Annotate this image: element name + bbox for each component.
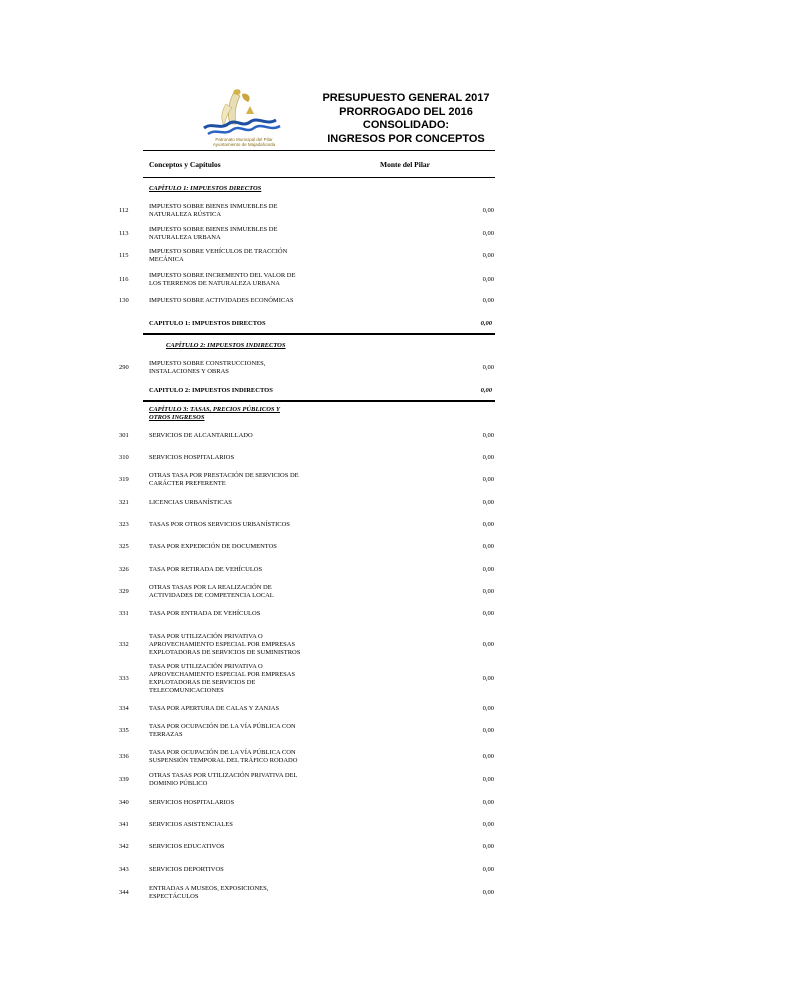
- description-line: CARÁCTER PREFERENTE: [149, 480, 226, 487]
- description-line: IMPUESTO SOBRE BIENES INMUEBLES DE: [149, 226, 278, 233]
- row-value: 0,00: [482, 705, 494, 712]
- description-line: LOS TERRENOS DE NATURALEZA URBANA: [149, 280, 280, 287]
- description-line: TASA POR ENTRADA DE VEHÍCULOS: [149, 610, 261, 617]
- row-value: 0,00: [482, 230, 494, 237]
- row-code: 115: [119, 252, 129, 259]
- description-line: MECÁNICA: [149, 256, 184, 263]
- description-line: ENTRADAS A MUSEOS, EXPOSICIONES,: [149, 885, 269, 892]
- column-header-concepts: Conceptos y Capítulos: [149, 160, 221, 169]
- row-value: 0,00: [482, 252, 494, 259]
- description-line: SUSPENSIÓN TEMPORAL DEL TRÁFICO RODADO: [149, 757, 298, 764]
- row-value: 0,00: [482, 641, 494, 648]
- row-code: 333: [119, 675, 129, 682]
- row-value: 0,00: [482, 521, 494, 528]
- description-line: SERVICIOS DE ALCANTARILLADO: [149, 432, 253, 439]
- row-value: 0,00: [482, 499, 494, 506]
- description-line: SERVICIOS ASISTENCIALES: [149, 821, 233, 828]
- row-value: 0,00: [482, 476, 494, 483]
- row-description: [149, 272, 324, 288]
- description-line: SERVICIOS HOSPITALARIOS: [149, 454, 235, 461]
- row-description: [149, 633, 324, 657]
- row-description: [149, 663, 324, 695]
- chapter-heading-line: CAPÍTULO 2: IMPUESTOS INDIRECTOS: [166, 342, 286, 349]
- description-line: TASA POR APERTURA DE CALAS Y ZANJAS: [149, 705, 280, 712]
- chapter-heading: [166, 342, 286, 350]
- row-description: [149, 543, 324, 551]
- row-description: [149, 297, 324, 305]
- logo-caption: [186, 137, 302, 147]
- row-code: 344: [119, 889, 129, 896]
- row-code: 326: [119, 566, 129, 573]
- description-line: APROVECHAMIENTO ESPECIAL POR EMPRESAS: [149, 641, 296, 648]
- chapter-total-rule: [143, 400, 495, 402]
- row-description: [149, 499, 324, 507]
- row-code: 331: [119, 610, 129, 617]
- row-code: 335: [119, 727, 129, 734]
- row-code: 329: [119, 588, 129, 595]
- row-description: [149, 584, 324, 600]
- row-value: 0,00: [482, 276, 494, 283]
- chapter-total-rule: [143, 333, 495, 335]
- row-code: 116: [119, 276, 129, 283]
- row-description: [149, 248, 324, 264]
- description-line: ACTIVIDADES DE COMPETENCIA LOCAL: [149, 592, 274, 599]
- title-line: PRESUPUESTO GENERAL 2017: [322, 92, 490, 104]
- row-value: 0,00: [482, 207, 494, 214]
- description-line: IMPUESTO SOBRE INCREMENTO DEL VALOR DE: [149, 272, 296, 279]
- row-value: 0,00: [482, 543, 494, 550]
- description-line: NATURALEZA RÚSTICA: [149, 211, 222, 218]
- row-code: 321: [119, 499, 129, 506]
- row-code: 339: [119, 776, 129, 783]
- description-line: ESPECTÁCULOS: [149, 893, 199, 900]
- row-value: 0,00: [482, 675, 494, 682]
- description-line: TASA POR OCUPACIÓN DE LA VÍA PÚBLICA CON: [149, 749, 296, 756]
- chapter-total-value: 0,00: [480, 320, 492, 327]
- row-code: 342: [119, 843, 129, 850]
- row-code: 334: [119, 705, 129, 712]
- row-code: 301: [119, 432, 129, 439]
- row-code: 319: [119, 476, 129, 483]
- row-value: 0,00: [482, 889, 494, 896]
- description-line: EXPLOTADORAS DE SERVICIOS DE SUMINISTROS: [149, 649, 301, 656]
- row-description: [149, 521, 324, 529]
- description-line: IMPUESTO SOBRE BIENES INMUEBLES DE: [149, 203, 278, 210]
- title-line: PRORROGADO DEL 2016: [339, 105, 473, 118]
- description-line: TASA POR UTILIZACIÓN PRIVATIVA O: [149, 633, 263, 640]
- description-line: DOMINIO PÚBLICO: [149, 780, 208, 787]
- description-line: SERVICIOS EDUCATIVOS: [149, 843, 225, 850]
- row-description: [149, 432, 324, 440]
- description-line: APROVECHAMIENTO ESPECIAL POR EMPRESAS: [149, 671, 296, 678]
- row-description: [149, 772, 324, 788]
- row-code: 112: [119, 207, 129, 214]
- row-description: [149, 454, 324, 462]
- description-line: TASA POR RETIRADA DE VEHÍCULOS: [149, 566, 263, 573]
- chapter-heading-line: CAPÍTULO 1: IMPUESTOS DIRECTOS: [149, 185, 262, 192]
- row-value: 0,00: [482, 821, 494, 828]
- header-rule-top: [143, 150, 495, 151]
- row-description: [149, 610, 324, 618]
- description-line: TASA POR EXPEDICIÓN DE DOCUMENTOS: [149, 543, 277, 550]
- logo-caption-line: Ayuntamiento de Majadahonda: [212, 142, 276, 147]
- description-line: IMPUESTO SOBRE CONSTRUCCIONES,: [149, 360, 266, 367]
- row-description: [149, 821, 324, 829]
- description-line: TASA POR UTILIZACIÓN PRIVATIVA O: [149, 663, 263, 670]
- title-line: CONSOLIDADO:: [362, 119, 450, 131]
- row-description: [149, 866, 324, 874]
- chapter-total-value: 0,00: [480, 387, 492, 394]
- description-line: TASA POR OCUPACIÓN DE LA VÍA PÚBLICA CON: [149, 723, 296, 730]
- row-description: [149, 566, 324, 574]
- row-value: 0,00: [482, 753, 494, 760]
- row-description: [149, 705, 324, 713]
- row-value: 0,00: [482, 843, 494, 850]
- description-line: TASAS POR OTROS SERVICIOS URBANÍSTICOS: [149, 521, 290, 528]
- row-description: [149, 203, 324, 219]
- description-line: INSTALACIONES Y OBRAS: [149, 368, 229, 375]
- row-description: [149, 749, 324, 765]
- chapter-total-label: CAPITULO 1: IMPUESTOS DIRECTOS: [149, 320, 266, 327]
- description-line: TERRAZAS: [149, 731, 183, 738]
- row-value: 0,00: [482, 566, 494, 573]
- row-value: 0,00: [482, 454, 494, 461]
- description-line: OTRAS TASA POR PRESTACIÓN DE SERVICIOS DE: [149, 472, 299, 479]
- row-value: 0,00: [482, 727, 494, 734]
- row-value: 0,00: [482, 364, 494, 371]
- row-description: [149, 885, 324, 901]
- description-line: IMPUESTO SOBRE VEHÍCULOS DE TRACCIÓN: [149, 248, 288, 255]
- row-code: 343: [119, 866, 129, 873]
- row-description: [149, 843, 324, 851]
- row-description: [149, 723, 324, 739]
- row-code: 341: [119, 821, 129, 828]
- row-code: 113: [119, 230, 129, 237]
- description-line: SERVICIOS HOSPITALARIOS: [149, 799, 235, 806]
- row-value: 0,00: [482, 610, 494, 617]
- description-line: OTRAS TASAS POR UTILIZACIÓN PRIVATIVA DEL: [149, 772, 298, 779]
- row-code: 325: [119, 543, 129, 550]
- chapter-heading: [149, 406, 280, 422]
- row-value: 0,00: [482, 432, 494, 439]
- row-code: 336: [119, 753, 129, 760]
- description-line: OTRAS TASAS POR LA REALIZACIÓN DE: [149, 584, 272, 591]
- chapter-heading: [149, 185, 261, 193]
- description-line: LICENCIAS URBANÍSTICAS: [149, 499, 232, 506]
- row-description: [149, 472, 324, 488]
- row-description: [149, 799, 324, 807]
- row-description: [149, 226, 324, 242]
- column-header-entity: Monte del Pilar: [380, 160, 430, 169]
- row-value: 0,00: [482, 776, 494, 783]
- title-line: INGRESOS POR CONCEPTOS: [327, 132, 485, 145]
- chapter-heading-line: OTROS INGRESOS: [149, 414, 205, 421]
- description-line: EXPLOTADORAS DE SERVICIOS DE: [149, 679, 256, 686]
- row-code: 130: [119, 297, 129, 304]
- description-line: TELECOMUNICACIONES: [149, 687, 224, 694]
- description-line: SERVICIOS DEPORTIVOS: [149, 866, 224, 873]
- row-value: 0,00: [482, 297, 494, 304]
- chapter-total-label: CAPITULO 2: IMPUESTOS INDIRECTOS: [149, 387, 273, 394]
- header-rule-bottom: [143, 177, 495, 178]
- logo-caption-line: Patronato Municipal del Pilar: [215, 137, 273, 142]
- row-code: 332: [119, 641, 129, 648]
- row-code: 310: [119, 454, 129, 461]
- row-value: 0,00: [482, 866, 494, 873]
- row-code: 323: [119, 521, 129, 528]
- row-value: 0,00: [482, 588, 494, 595]
- document-title: [312, 92, 500, 146]
- row-value: 0,00: [482, 799, 494, 806]
- row-description: [149, 360, 324, 376]
- description-line: NATURALEZA URBANA: [149, 234, 221, 241]
- description-line: IMPUESTO SOBRE ACTIVIDADES ECONÓMICAS: [149, 297, 294, 304]
- row-code: 340: [119, 799, 129, 806]
- row-code: 290: [119, 364, 129, 371]
- chapter-heading-line: CAPÍTULO 3: TASAS, PRECIOS PÚBLICOS Y: [149, 406, 280, 413]
